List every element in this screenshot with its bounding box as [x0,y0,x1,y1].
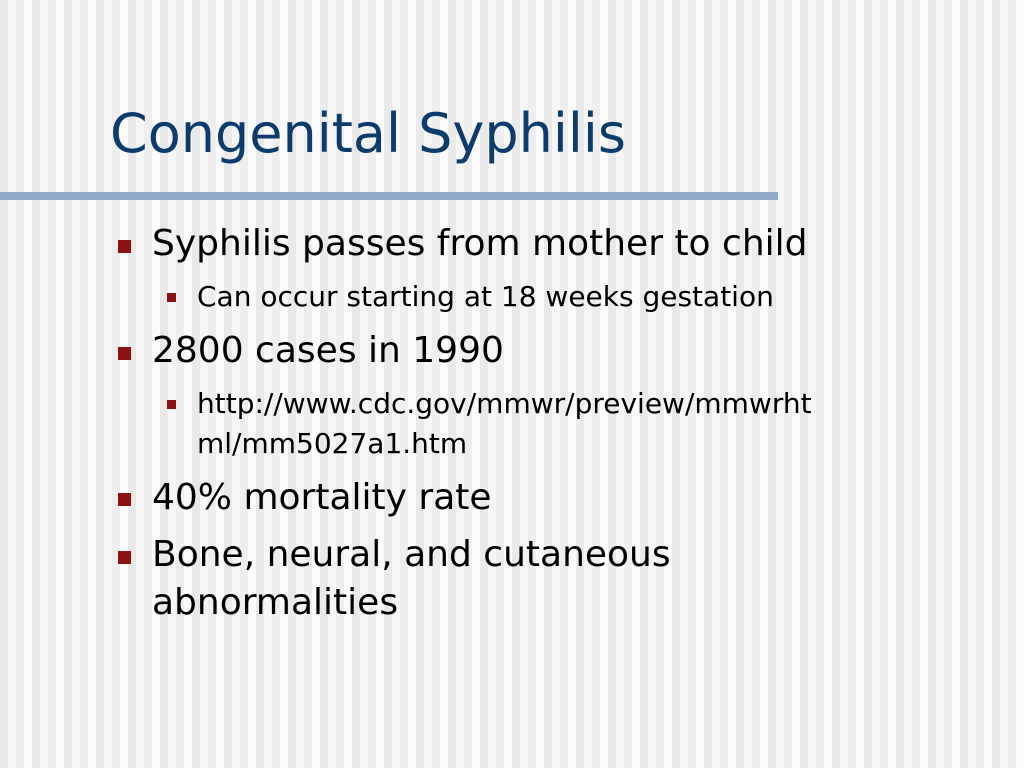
square-bullet-icon [118,347,131,360]
square-bullet-icon [118,493,131,506]
sub-bullet-text: Can occur starting at 18 weeks gestation [197,280,774,313]
small-square-bullet-icon [167,400,176,409]
slide-title: Congenital Syphilis [110,102,627,165]
square-bullet-icon [118,551,131,564]
bullet-text: Syphilis passes from mother to child [152,223,808,264]
square-bullet-icon [118,240,131,253]
bullet-text: 2800 cases in 1990 [152,330,504,371]
bullet-text-line-1: Bone, neural, and cutaneous [152,534,671,575]
url-text-line-1: http://www.cdc.gov/mmwr/preview/mmwrht [197,387,812,420]
bullet-text-line-2: abnormalities [152,582,399,623]
small-square-bullet-icon [167,293,176,302]
bullet-text: 40% mortality rate [152,477,492,518]
url-text-line-2: ml/mm5027a1.htm [197,427,468,460]
